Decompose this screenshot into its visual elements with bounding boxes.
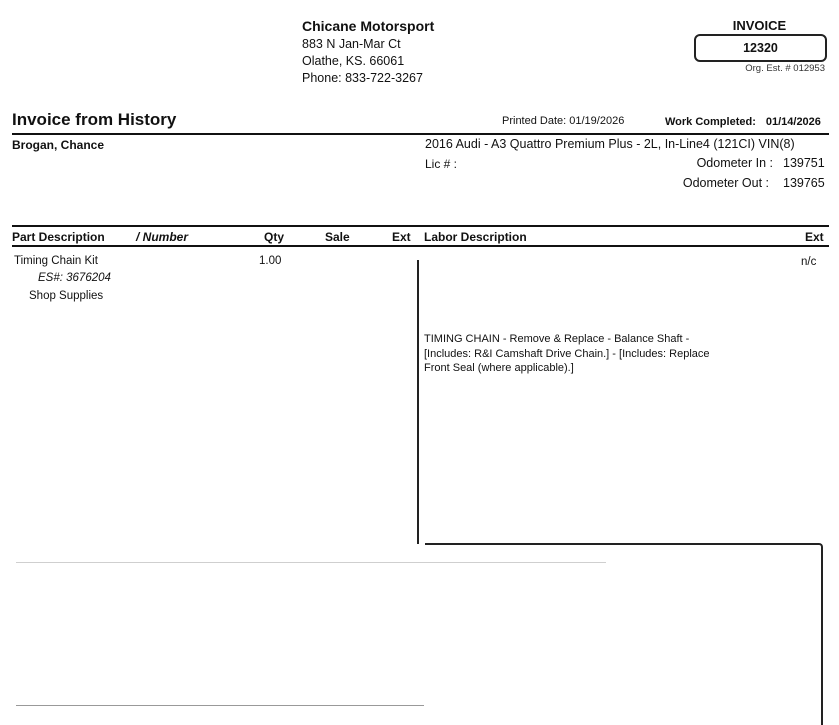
license-label: Lic # : <box>425 157 458 171</box>
col-number-label: Number <box>142 230 189 244</box>
vehicle-description: 2016 Audi - A3 Quattro Premium Plus - 2L, In-Line4 (121CI) VIN(8) <box>425 137 795 151</box>
col-ext-labor: Ext <box>805 230 824 244</box>
odometer-in-value: 139751 <box>783 156 825 170</box>
part-description: Shop Supplies <box>29 290 104 302</box>
part-description: Timing Chain Kit <box>14 255 98 267</box>
parts-labor-divider <box>417 260 419 544</box>
shop-address-line-2: Olathe, KS. 66061 <box>302 54 405 68</box>
col-labor-description: Labor Description <box>424 230 527 244</box>
totals-box <box>425 543 823 725</box>
work-completed-date: 01/14/2026 <box>765 116 821 128</box>
header-rule-top <box>12 225 829 227</box>
odometer-in-label: Odometer In : <box>696 156 773 170</box>
shop-name: Chicane Motorsport <box>302 18 435 34</box>
col-sale: Sale <box>325 230 350 244</box>
invoice-label: INVOICE <box>732 18 787 33</box>
labor-description: TIMING CHAIN - Remove & Replace - Balance Shaft - [Includes: R&I Camshaft Drive Chain.] - [Includes: Replace Front Seal (where applicable).] <box>424 333 710 374</box>
col-ext-parts: Ext <box>392 230 411 244</box>
col-qty: Qty <box>264 230 285 244</box>
part-sub-number: ES#: 3676204 <box>38 272 111 284</box>
title-rule <box>12 133 829 135</box>
faint-rule-bottom <box>16 705 424 706</box>
page-title: Invoice from History <box>12 110 177 129</box>
odometer-out-value: 139765 <box>783 176 825 190</box>
part-qty: 1.00 <box>259 255 282 267</box>
shop-phone: Phone: 833-722-3267 <box>302 71 423 85</box>
odometer-out-label: Odometer Out : <box>682 176 769 190</box>
customer-name: Brogan, Chance <box>12 138 105 152</box>
header-rule-bottom <box>12 245 829 247</box>
shop-address-line-1: 883 N Jan-Mar Ct <box>302 37 401 51</box>
work-completed-label: Work Completed: <box>665 116 756 128</box>
col-part-description: Part Description <box>12 230 105 244</box>
labor-ext-value: n/c <box>801 256 817 268</box>
printed-date: Printed Date: 01/19/2026 <box>502 115 625 127</box>
invoice-number-box <box>694 34 827 62</box>
col-number: / Number <box>136 230 189 244</box>
invoice-number: 12320 <box>743 41 778 55</box>
work-completed <box>665 116 821 128</box>
org-est-number: Org. Est. # 012953 <box>745 63 825 74</box>
